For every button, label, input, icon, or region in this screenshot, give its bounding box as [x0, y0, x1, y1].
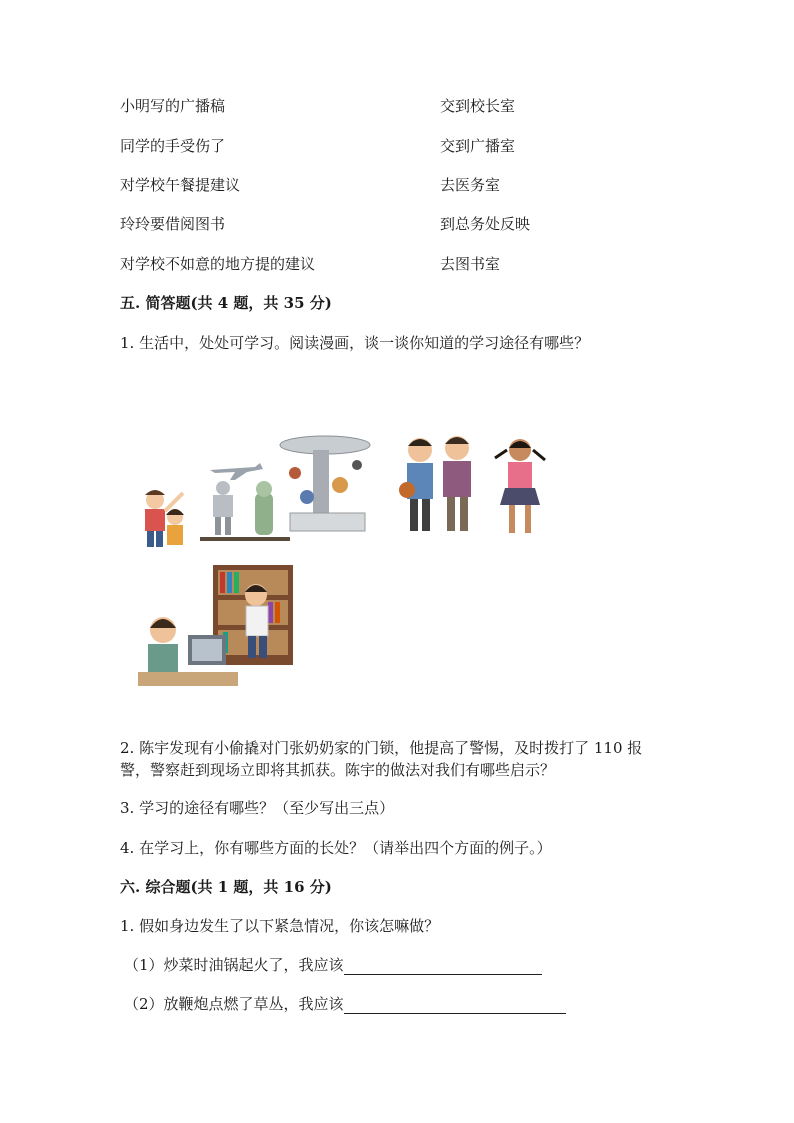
- child-hair: [145, 490, 165, 495]
- model-base: [290, 513, 365, 531]
- girl-shirt: [508, 462, 532, 488]
- robot-body: [213, 495, 233, 517]
- match-right-3: 去医务室: [440, 176, 501, 194]
- plane-model: [210, 463, 263, 480]
- boy-hair: [408, 439, 432, 446]
- match-left-2: 同学的手受伤了: [120, 137, 226, 155]
- section6-q1: 1. 假如身边发生了以下紧急情况，你该怎嘛做？: [120, 917, 440, 935]
- book: [268, 602, 273, 623]
- boy-leg: [422, 499, 430, 531]
- section5-title: 五. 简答题(共 4 题，共 35 分): [120, 294, 332, 312]
- planet: [332, 477, 348, 493]
- match-right-1: 交到校长室: [440, 97, 516, 115]
- robot-head: [216, 481, 230, 495]
- section5-q4: 4. 在学习上，你有哪些方面的长处？（请举出四个方面的例子。）: [120, 839, 552, 857]
- match-left-4: 玲玲要借阅图书: [120, 215, 226, 233]
- reader-leg: [259, 636, 267, 658]
- match-left-3: 对学校午餐提建议: [120, 176, 241, 194]
- section5-q1: 1. 生活中，处处可学习。阅读漫画，谈一谈你知道的学习途径有哪些？: [120, 334, 590, 352]
- desk: [138, 672, 238, 686]
- girl-leg: [509, 505, 515, 533]
- boy2-shirt: [443, 461, 471, 497]
- model-pole: [313, 450, 329, 515]
- match-right-2: 交到广播室: [440, 137, 516, 155]
- girl-hair: [509, 441, 531, 448]
- planet: [300, 490, 314, 504]
- robot-green: [255, 493, 273, 535]
- sub2-text: （2）放鞭炮点燃了草丛，我应该: [124, 995, 344, 1013]
- friends-illustration: [395, 430, 565, 550]
- sub1-text: （1）炒菜时油锅起火了，我应该: [124, 956, 344, 974]
- match-right-4: 到总务处反映: [440, 215, 531, 233]
- display-platform: [200, 537, 290, 541]
- match-left-5: 对学校不如意的地方提的建议: [120, 255, 316, 273]
- robot-leg: [225, 517, 231, 535]
- child-shirt: [145, 509, 165, 531]
- match-right-5: 去图书室: [440, 255, 501, 273]
- planet: [352, 460, 362, 470]
- girl-shirt: [148, 644, 178, 672]
- book: [234, 572, 239, 593]
- section5-q2-line2: 警，警察赶到现场立即将其抓获。陈宇的做法对我们有哪些启示？: [120, 761, 556, 779]
- section6-sub1: [124, 955, 542, 975]
- girl-dress: [167, 525, 183, 545]
- book: [275, 602, 280, 623]
- book: [220, 572, 225, 593]
- boy-leg: [410, 499, 418, 531]
- basketball: [399, 482, 415, 498]
- match-left-1: 小明写的广播稿: [120, 97, 226, 115]
- book: [227, 572, 232, 593]
- library-illustration: [128, 560, 298, 700]
- girl-skirt: [500, 488, 540, 505]
- girl-hair: [150, 619, 176, 628]
- boy2-leg: [460, 497, 468, 531]
- boy2-leg: [447, 497, 455, 531]
- girl-leg: [525, 505, 531, 533]
- section5-q3: 3. 学习的途径有哪些？（至少写出三点）: [120, 799, 395, 817]
- boy2-hair: [445, 437, 469, 444]
- pointing-arm: [165, 493, 183, 511]
- answer-blank-1[interactable]: [344, 956, 542, 975]
- section6-sub2: [124, 994, 566, 1014]
- section6-title: 六. 综合题(共 1 题，共 16 分): [120, 878, 332, 896]
- computer-screen: [192, 639, 222, 661]
- reader-shirt: [246, 606, 268, 636]
- answer-blank-2[interactable]: [344, 995, 566, 1014]
- child-leg: [156, 531, 163, 547]
- planet: [289, 467, 301, 479]
- science-museum-illustration: [135, 425, 375, 555]
- reader-leg: [248, 636, 256, 658]
- robot-leg: [215, 517, 221, 535]
- robot-head: [256, 481, 272, 497]
- section5-q2-line1: 2. 陈宇发现有小偷撬对门张奶奶家的门锁，他提高了警惕，及时拨打了 110 报: [120, 739, 643, 757]
- child-leg: [147, 531, 154, 547]
